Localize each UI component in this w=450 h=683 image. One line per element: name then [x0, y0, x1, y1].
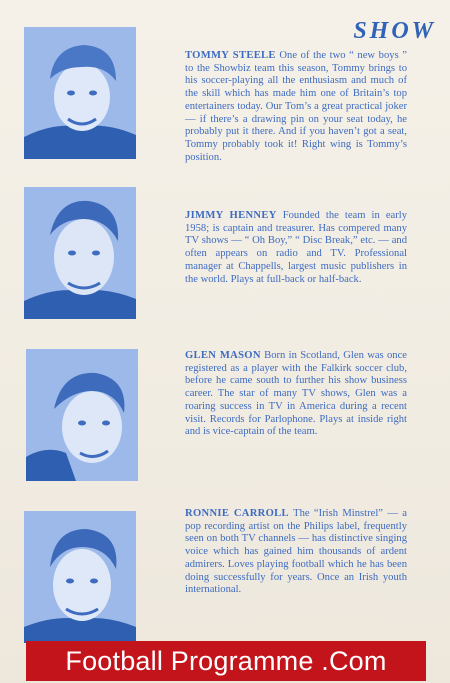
bio-tommy-steele: [185, 50, 407, 164]
bio-name: TOMMY STEELE: [185, 50, 276, 61]
page-header: SHOW: [353, 18, 436, 44]
bio-ronnie-carroll: [185, 508, 407, 597]
bio-name: JIMMY HENNEY: [185, 210, 277, 221]
bio-text: The “Irish Minstrel” — a pop recording artist on the Philips label, frequently seen on both TV channels — has distinctive singing voice which has gained him thousands of ardent admirers. Loves playing football which he has been doing successfully for years. Once an Irish youth international.: [185, 508, 407, 596]
bio-glen-mason: [185, 350, 407, 439]
bio-text: One of the two “ new boys ” to the Showbiz team this season, Tommy brings to his soccer-playing all the enthusiasm and much of the skill which has made him one of Britain’s top entertainers today. Our Tom’s a great practical joker — if there’s a drawing pin on your seat today, he probably put it there. And if you haven’t got a seat, Tommy probably took it! Right wing is Tommy’s position.: [185, 50, 407, 163]
portrait-tommy-steele: [24, 27, 136, 159]
watermark-text: Football Programme .Com: [65, 645, 387, 676]
bio-text: Founded the team in early 1958; is captain and treasurer. Has compered many TV shows — “ Oh Boy,” “ Disc Break,” etc. — and often appears on radio and TV. Professional manager at Chappells, largest music publishers in the world. Plays at full-back or half-back.: [185, 210, 407, 285]
portrait-ronnie-carroll: [24, 511, 136, 643]
bio-name: RONNIE CARROLL: [185, 508, 289, 519]
portrait-glen-mason: [26, 349, 138, 481]
bio-jimmy-henney: [185, 210, 407, 286]
bio-text: Born in Scotland, Glen was once registered as a player with the Falkirk soccer club, before he came south to further his show business career. The star of many TV shows, Glen was a roaring success in TV in America during a recent visit. Records for Parlophone. Plays at inside right and is vice-captain of the team.: [185, 350, 408, 438]
watermark-banner: [26, 641, 426, 681]
bio-name: GLEN MASON: [185, 350, 261, 361]
portrait-jimmy-henney: [24, 187, 136, 319]
